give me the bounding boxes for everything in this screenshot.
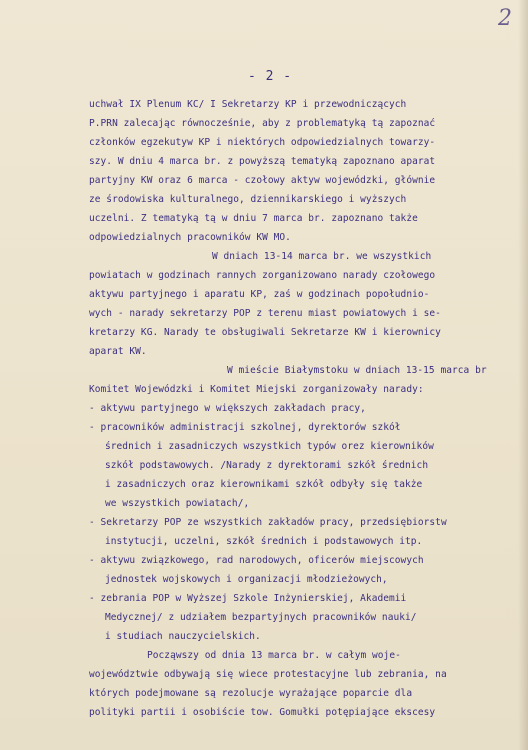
text-line: kretarzy KG. Narady te obsługiwali Sekretarze KW i kierownicy: [89, 327, 441, 338]
list-item: - aktywu partyjnego w większych zakładach pracy,: [89, 403, 366, 414]
text-line: instytucji, uczelni, szkół średnich i podstawowych itp.: [105, 536, 423, 547]
list-item: - zebrania POP w Wyższej Szkole Inżynierskiej, Akademii: [89, 593, 407, 604]
text-line: wych - narady sekretarzy POP z terenu miast powiatowych i se-: [89, 308, 441, 319]
text-line: powiatach w godzinach rannych zorganizowano narady czołowego: [89, 270, 436, 281]
page-edge-shadow: [518, 0, 528, 750]
text-line: członków egzekutyw KP i niektórych odpowiedzialnych towarzy-: [89, 137, 436, 148]
text-line: P.PRN zalecając równocześnie, aby z problematyką tą zapoznać: [89, 118, 436, 129]
list-item: - Sekretarzy POP ze wszystkich zakładów pracy, przedsiębiorstw: [89, 517, 447, 528]
text-line: uchwał IX Plenum KC/ I Sekretarzy KP i przewodniczących: [89, 99, 407, 110]
text-line: aktywu partyjnego i aparatu KP, zaś w godzinach popołudnio-: [89, 289, 430, 300]
text-line: partyjny KW oraz 6 marca - czołowy aktyw wojewódzki, głównie: [89, 175, 436, 186]
text-line: średnich i zasadniczych wszystkich typów orez kierowników: [105, 441, 434, 452]
text-line: Począwszy od dnia 13 marca br. w całym woje-: [147, 650, 401, 661]
text-line: we wszystkich powiatach/,: [105, 498, 250, 509]
handwritten-page-mark: 2: [498, 6, 512, 31]
text-line: województwie odbywają się wiece protestacyjne lub zebrania, na: [89, 669, 447, 680]
text-line: uczelni. Z tematyką tą w dniu 7 marca br. zapoznano także: [89, 213, 418, 224]
page-number: - 2 -: [248, 69, 293, 84]
text-line: Medycznej/ z udziałem bezpartyjnych pracowników nauki/: [105, 612, 417, 623]
text-line: jednostek wojskowych i organizacji młodzieżowych,: [105, 574, 388, 585]
text-line: Komitet Wojewódzki i Komitet Miejski zorganizowały narady:: [89, 384, 424, 395]
text-line: aparat KW.: [89, 346, 147, 357]
text-line: szy. W dniu 4 marca br. z powyższą tematyką zapoznano aparat: [89, 156, 436, 167]
text-line: W dniach 13-14 marca br. we wszystkich: [212, 251, 432, 262]
text-line: szkół podstawowych. /Narady z dyrektorami szkół średnich: [105, 460, 429, 471]
text-line: i zasadniczych oraz kierownikami szkół odbyły się także: [105, 479, 423, 490]
text-line: i studiach nauczycielskich.: [105, 631, 261, 642]
list-item: - pracowników administracji szkolnej, dyrektorów szkół: [89, 422, 401, 433]
list-item: - aktywu związkowego, rad narodowych, oficerów miejscowych: [89, 555, 424, 566]
text-line: odpowiedzialnych pracowników KW MO.: [89, 232, 291, 243]
text-line: których podejmowane są rezolucje wyrażające poparcie dla: [89, 688, 413, 699]
text-line: ze środowiska kulturalnego, dziennikarskiego i wyższych: [89, 194, 407, 205]
text-line: polityki partii i osobiście tow. Gomułki potępiające ekscesy: [89, 707, 436, 718]
text-line: W mieście Białymstoku w dniach 13-15 marca br: [227, 365, 487, 376]
